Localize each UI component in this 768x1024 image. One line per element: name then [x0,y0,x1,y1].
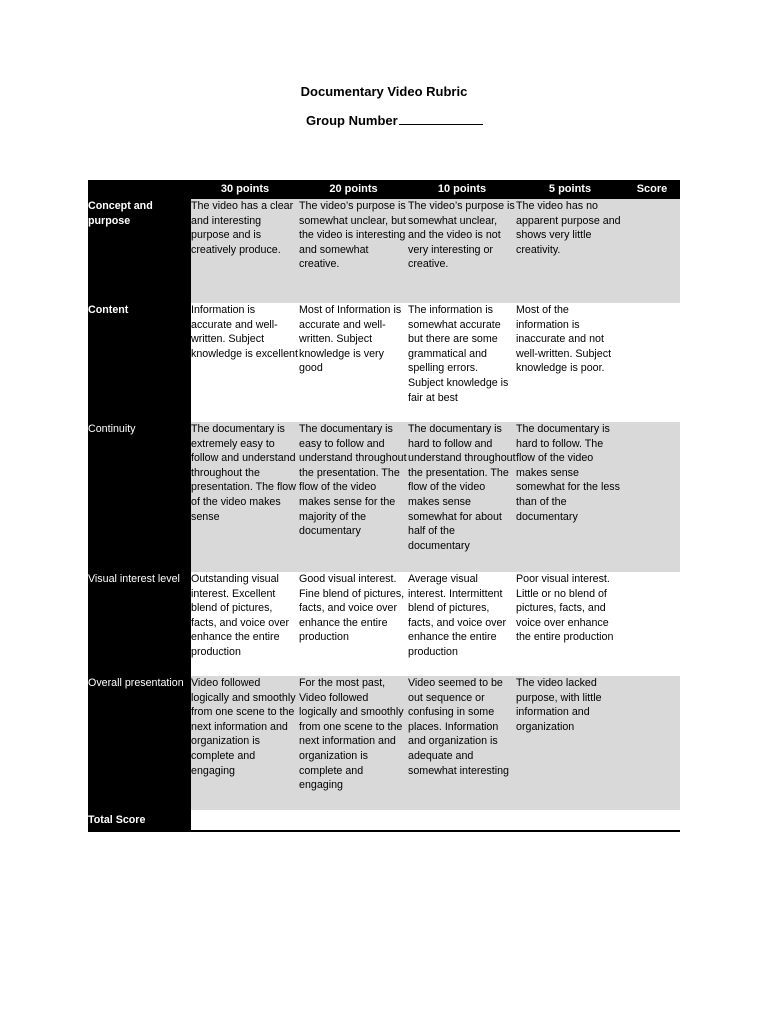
table-row [88,303,680,422]
table-cell: Most of the information is inaccurate and not well-written. Subject knowledge is poor. [516,304,612,375]
table-cell: Good visual interest. Fine blend of pictures, facts, and voice over enhance the entire production [299,573,405,644]
score-cell[interactable] [624,422,680,572]
table-cell: Video seemed to be out sequence or confusing in some places. Information and organization is adequate and somewhat interesting [408,676,516,810]
table-cell: Most of Information is accurate and well-written. Subject knowledge is very good [299,304,402,375]
table-cell: The documentary is hard to follow and understand throughout the presentation. The flow of the video makes sense somewhat for about half of the documentary [408,422,516,572]
table-cell: The information is somewhat accurate but there are some grammatical and spelling errors. Subject knowledge is fair at best [408,304,509,404]
group-number-field [306,112,483,128]
table-cell: Outstanding visual interest. Excellent blend of pictures, facts, and voice over enhance the entire production [191,573,290,658]
table-cell: Average visual interest. Intermittent blend of pictures, facts, and voice over enhance the entire production [408,573,507,658]
table-row [88,199,680,303]
header-row [88,180,680,199]
table-cell: The video’s purpose is somewhat unclear, and the video is not very interesting or creative. [408,199,516,303]
total-score-row [88,810,680,831]
table-cell: Video followed logically and smoothly from one scene to the next information and organization is complete and engaging [191,676,299,810]
table-cell: Information is accurate and well-written. Subject knowledge is excellent [191,304,298,360]
table-cell: The video has a clear and interesting purpose and is creatively produce. [191,199,299,303]
table-cell: The documentary is extremely easy to follow and understand throughout the presentation. The flow of the video makes sense [191,422,299,572]
score-cell[interactable] [624,676,680,810]
criterion-content: Content [88,303,191,422]
score-cell[interactable] [624,303,680,422]
total-score-cell[interactable] [191,810,680,831]
rubric-table [88,180,680,832]
criterion-concept-purpose: Concept and purpose [88,199,191,303]
table-cell: The video lacked purpose, with little information and organization [516,676,624,810]
criterion-visual-interest: Visual interest level [88,572,191,676]
header-20-points: 20 points [299,180,408,199]
table-cell: The documentary is easy to follow and understand throughout the presentation. The flow of the video makes sense for the majority of the documentary [299,422,408,572]
table-row [88,676,680,810]
header-30-points: 30 points [191,180,299,199]
table-row [88,572,680,676]
table-cell: Poor visual interest. Little or no blend of pictures, facts, and voice over enhance the entire production [516,573,614,644]
table-row [88,422,680,572]
score-cell[interactable] [624,572,680,676]
total-score-label: Total Score [88,810,191,831]
criterion-continuity: Continuity [88,422,191,572]
document-title: Documentary Video Rubric [300,84,468,99]
header-10-points: 10 points [408,180,516,199]
header-score: Score [624,180,680,199]
header-5-points: 5 points [516,180,624,199]
group-number-label: Group Number [306,113,398,128]
table-cell: The video’s purpose is somewhat unclear, but the video is interesting and somewhat creative. [299,199,408,303]
table-cell: For the most past, Video followed logically and smoothly from one scene to the next information and organization is complete and engaging [299,676,408,810]
table-cell: The video has no apparent purpose and shows very little creativity. [516,199,624,303]
criterion-overall-presentation: Overall presentation [88,676,191,810]
header-criterion [88,180,191,199]
group-number-blank-line [399,112,483,125]
score-cell[interactable] [624,199,680,303]
table-cell: The documentary is hard to follow. The flow of the video makes sense somewhat for the less than of the documentary [516,422,624,572]
